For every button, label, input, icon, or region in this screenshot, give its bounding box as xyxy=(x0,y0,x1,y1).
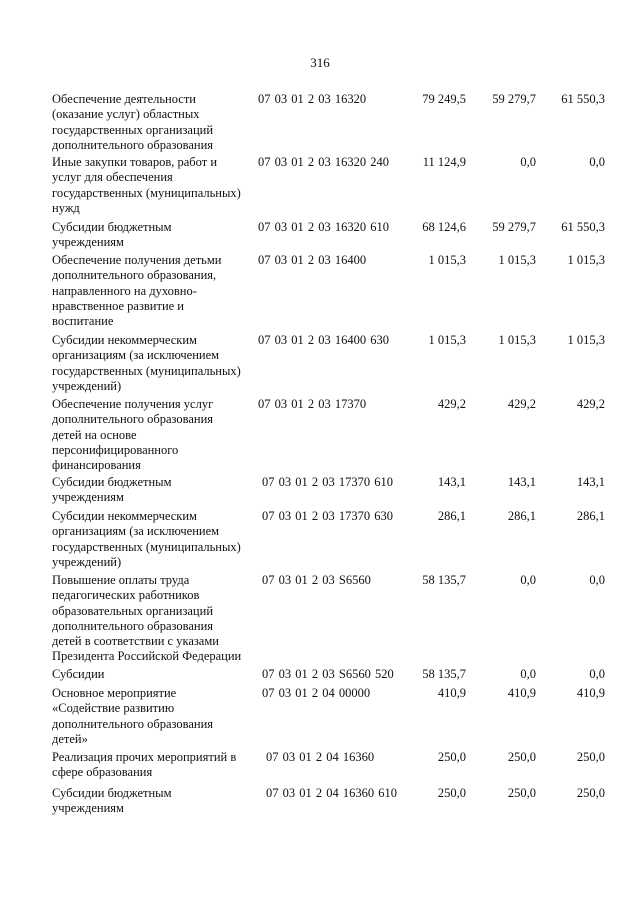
row-value-1: 410,9 xyxy=(437,686,466,700)
row-value-1: 429,2 xyxy=(437,397,466,411)
row-value-1: 286,1 xyxy=(437,509,466,523)
row-codes: 07 03 01 2 03 16320 xyxy=(258,92,367,106)
row-value-3: 1 015,3 xyxy=(567,253,605,267)
row-name: Субсидии бюджетным учреждениям xyxy=(52,786,172,816)
row-name: Повышение оплаты труда педагогических работников образовательных организаций дополнительного образования детей в соответствии с указами Президента Российской Федерации xyxy=(52,573,242,664)
page-number: 316 xyxy=(310,55,330,70)
row-value-3: 0,0 xyxy=(589,155,605,169)
row-codes: 07 03 01 2 04 16360 xyxy=(266,750,375,764)
row-value-3: 61 550,3 xyxy=(561,220,605,234)
row-codes: 07 03 01 2 03 S6560 520 xyxy=(262,667,394,681)
row-value-2: 429,2 xyxy=(507,397,536,411)
row-value-1: 1 015,3 xyxy=(428,253,466,267)
row-codes: 07 03 01 2 03 16400 xyxy=(258,253,367,267)
row-codes: 07 03 01 2 03 17370 610 xyxy=(262,475,393,489)
row-value-3: 0,0 xyxy=(589,667,605,681)
row-name: Основное мероприятие «Содействие развитию дополнительного образования детей» xyxy=(52,686,214,746)
row-value-3: 61 550,3 xyxy=(561,92,605,106)
row-value-1: 58 135,7 xyxy=(422,573,466,587)
row-value-1: 143,1 xyxy=(437,475,466,489)
row-codes: 07 03 01 2 03 16320 240 xyxy=(258,155,389,169)
row-value-1: 58 135,7 xyxy=(422,667,466,681)
row-codes: 07 03 01 2 04 16360 610 xyxy=(266,786,397,800)
row-value-3: 410,9 xyxy=(576,686,605,700)
row-value-1: 250,0 xyxy=(437,750,466,764)
row-value-3: 250,0 xyxy=(576,750,605,764)
row-name: Субсидии некоммерческим организациям (за исключением государственных (муниципальных) учреждений) xyxy=(52,333,241,393)
row-value-1: 68 124,6 xyxy=(422,220,466,234)
row-value-3: 429,2 xyxy=(576,397,605,411)
row-value-1: 79 249,5 xyxy=(422,92,466,106)
row-name: Обеспечение получения услуг дополнительного образования детей на основе персонифицированного финансирования xyxy=(52,397,214,473)
row-codes: 07 03 01 2 04 00000 xyxy=(262,686,371,700)
row-codes: 07 03 01 2 03 S6560 xyxy=(262,573,371,587)
row-value-1: 11 124,9 xyxy=(422,155,466,169)
row-name: Реализация прочих мероприятий в сфере образования xyxy=(52,750,237,780)
row-value-2: 0,0 xyxy=(520,573,536,587)
row-name: Обеспечение получения детьми дополнительного образования, направленного на духовно- нравственное развитие и воспитание xyxy=(52,253,222,329)
row-name: Субсидии xyxy=(52,667,105,681)
row-value-1: 1 015,3 xyxy=(428,333,466,347)
row-value-3: 1 015,3 xyxy=(567,333,605,347)
row-value-2: 143,1 xyxy=(507,475,536,489)
row-value-2: 59 279,7 xyxy=(492,92,536,106)
row-value-2: 250,0 xyxy=(507,750,536,764)
row-value-1: 250,0 xyxy=(437,786,466,800)
row-value-2: 286,1 xyxy=(507,509,536,523)
row-value-2: 0,0 xyxy=(520,155,536,169)
row-value-3: 0,0 xyxy=(589,573,605,587)
row-codes: 07 03 01 2 03 16320 610 xyxy=(258,220,389,234)
row-name: Обеспечение деятельности (оказание услуг) областных государственных организаций дополнительного образования xyxy=(52,92,214,152)
row-value-3: 286,1 xyxy=(576,509,605,523)
row-name: Субсидии некоммерческим организациям (за исключением государственных (муниципальных) учреждений) xyxy=(52,509,241,569)
row-codes: 07 03 01 2 03 16400 630 xyxy=(258,333,389,347)
row-codes: 07 03 01 2 03 17370 630 xyxy=(262,509,393,523)
row-name: Иные закупки товаров, работ и услуг для обеспечения государственных (муниципальных) нужд xyxy=(52,155,241,215)
row-value-2: 0,0 xyxy=(520,667,536,681)
row-value-2: 250,0 xyxy=(507,786,536,800)
row-value-2: 410,9 xyxy=(507,686,536,700)
row-value-3: 143,1 xyxy=(576,475,605,489)
row-value-2: 59 279,7 xyxy=(492,220,536,234)
row-codes: 07 03 01 2 03 17370 xyxy=(258,397,367,411)
row-name: Субсидии бюджетным учреждениям xyxy=(52,475,172,505)
row-name: Субсидии бюджетным учреждениям xyxy=(52,220,172,250)
row-value-2: 1 015,3 xyxy=(498,333,536,347)
row-value-2: 1 015,3 xyxy=(498,253,536,267)
row-value-3: 250,0 xyxy=(576,786,605,800)
